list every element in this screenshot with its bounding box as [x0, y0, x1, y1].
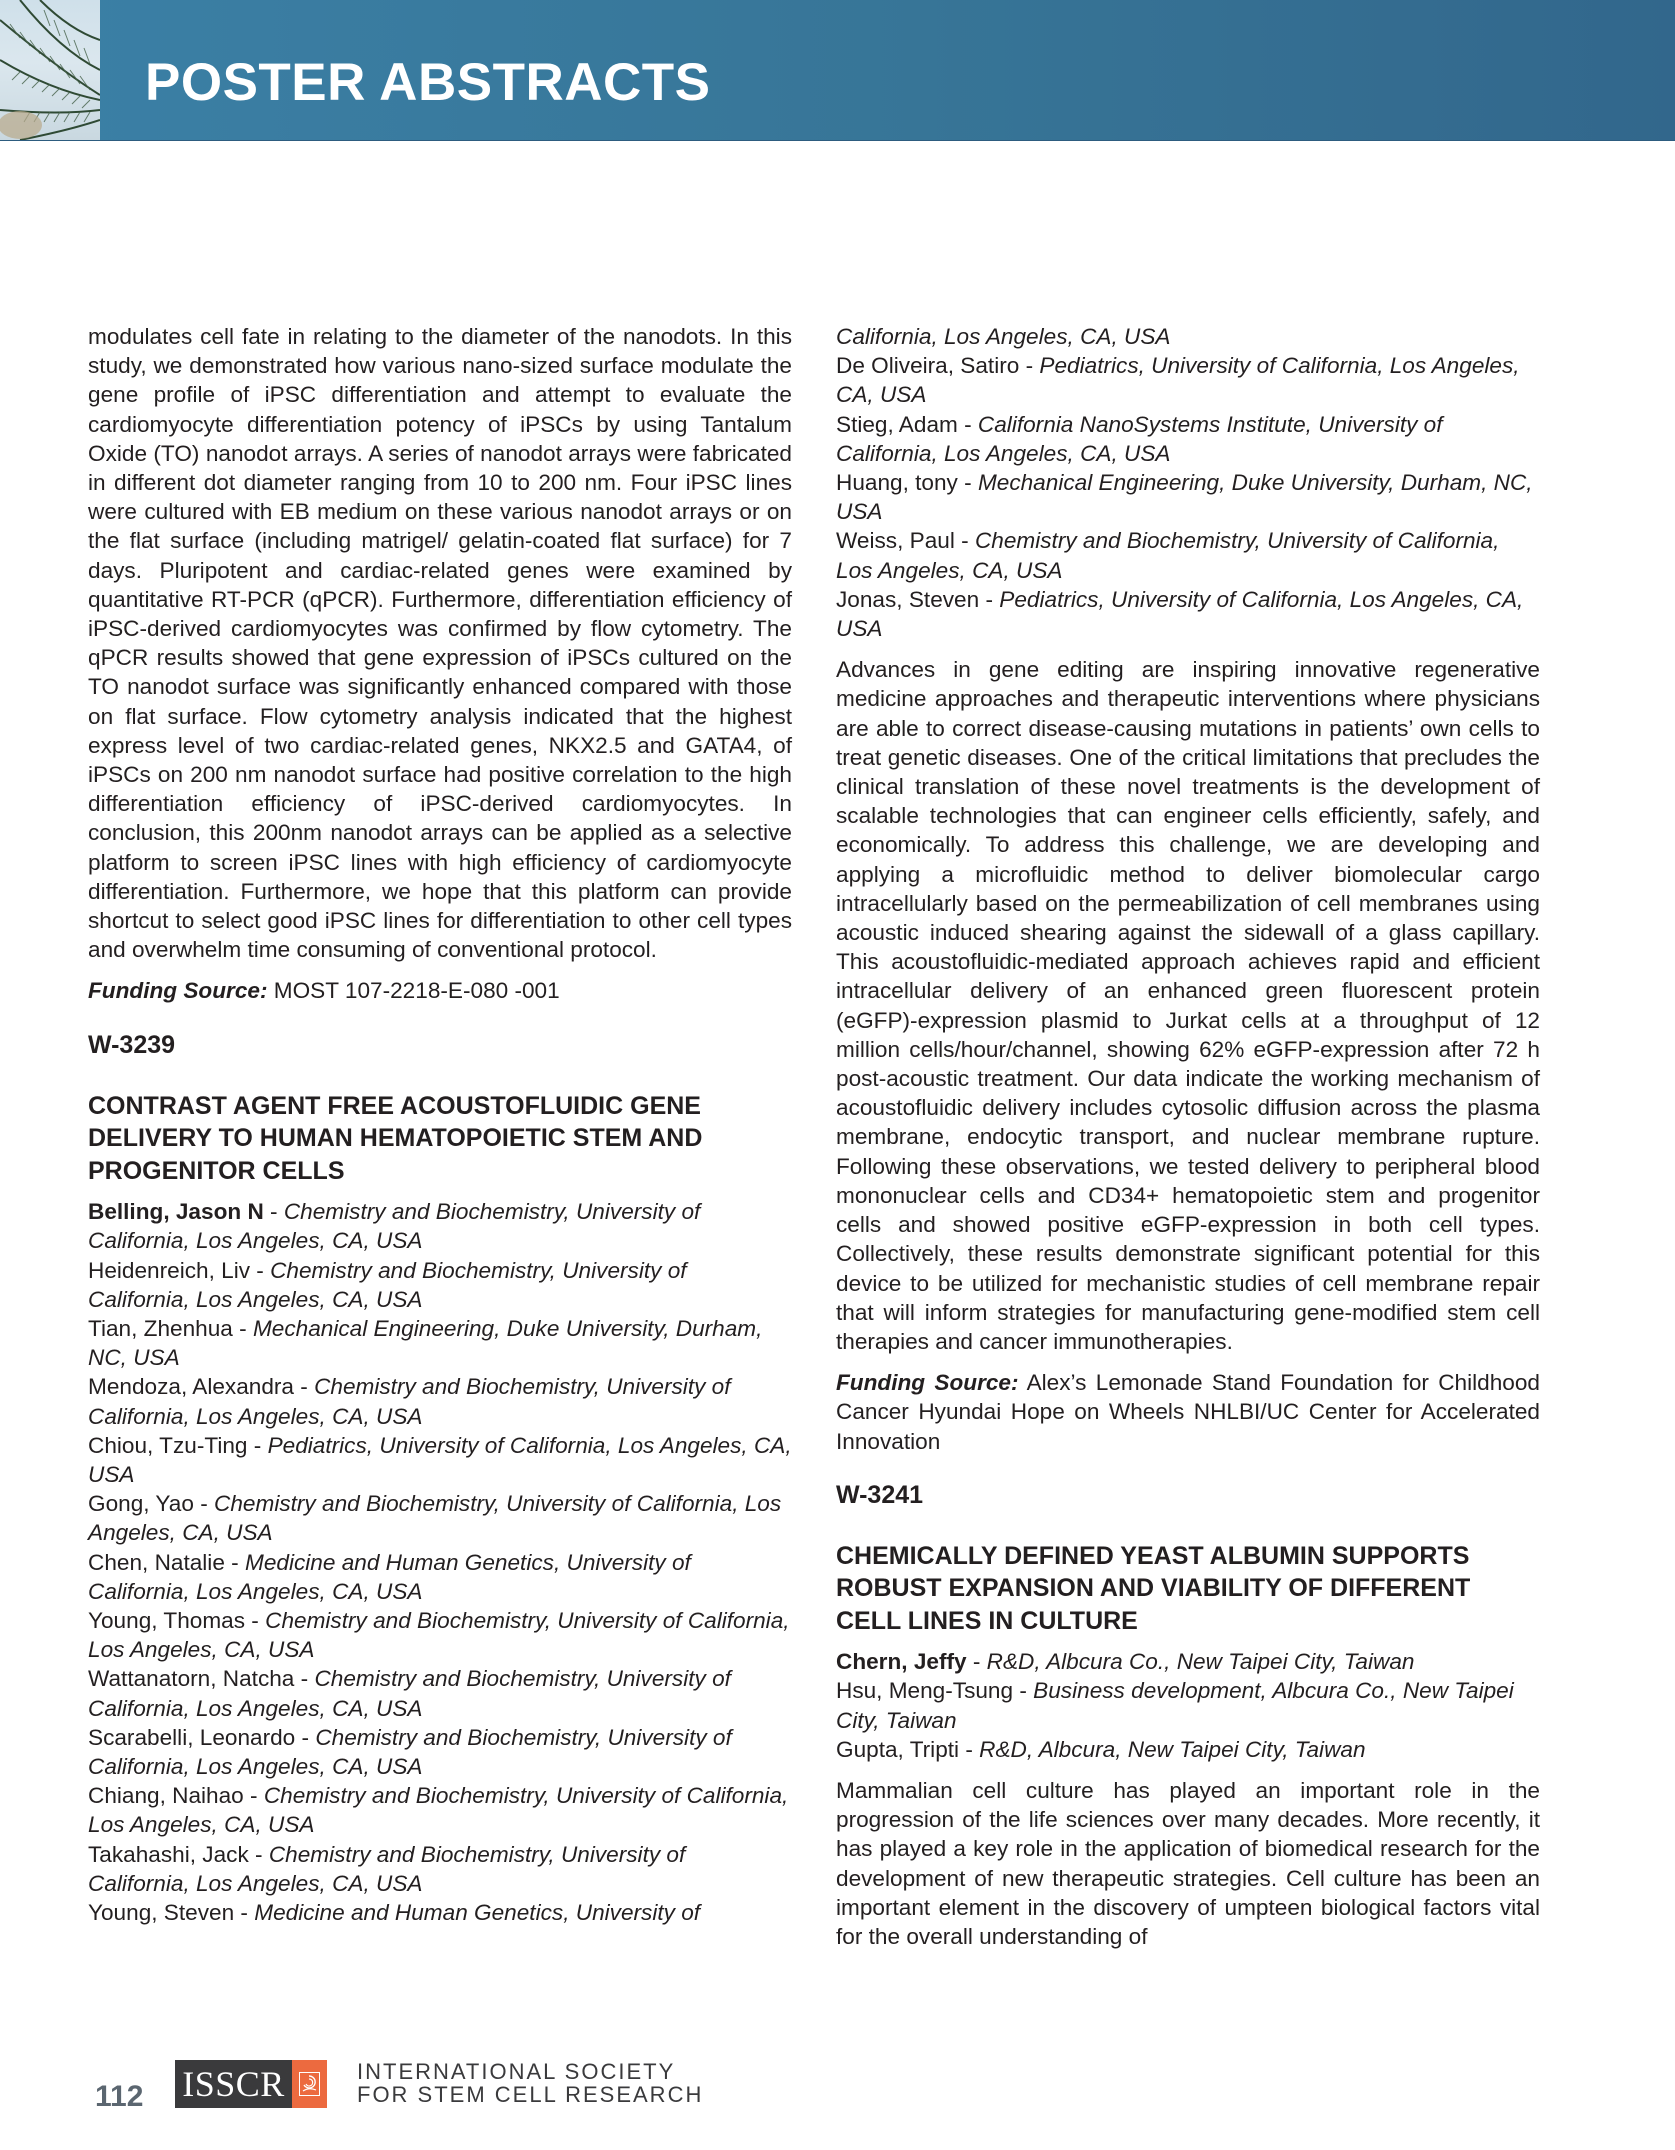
author-entry: Chiang, Naihao - Chemistry and Biochemistry, University of California, Los Angeles, CA, USA	[88, 1783, 789, 1838]
author-entry: Stieg, Adam - California NanoSystems Institute, University of California, Los Angeles, CA, USA	[836, 411, 1443, 466]
author-affiliation: California, Los Angeles, CA, USA	[836, 324, 1171, 349]
author-list	[836, 1647, 1540, 1764]
author-entry: Wattanatorn, Natcha - Chemistry and Biochemistry, University of California, Los Angeles, CA, USA	[88, 1666, 731, 1721]
author-name: Wattanatorn, Natcha	[88, 1666, 295, 1692]
author-affiliation: Chemistry and Biochemistry, University of California, Los Angeles, CA, USA	[88, 1374, 731, 1429]
author-entry: Gupta, Tripti - R&D, Albcura, New Taipei City, Taiwan	[836, 1736, 1366, 1762]
organization-name-line2: FOR STEM CELL RESEARCH	[357, 2082, 704, 2107]
author-name: Takahashi, Jack	[88, 1841, 249, 1867]
abstract-title: CONTRAST AGENT FREE ACOUSTOFLUIDIC GENE DELIVERY TO HUMAN HEMATOPOIETIC STEM AND PROGENITOR CELLS	[88, 1091, 703, 1185]
author-name: Gupta, Tripti	[836, 1736, 960, 1762]
author-list	[88, 1197, 792, 1927]
author-affiliation: Chemistry and Biochemistry, University of California, Los Angeles, CA, USA	[88, 1841, 686, 1896]
funding-source	[836, 1368, 1540, 1456]
abstract-title: CHEMICALLY DEFINED YEAST ALBUMIN SUPPORTS ROBUST EXPANSION AND VIABILITY OF DIFFERENT CELL LINES IN CULTURE	[836, 1541, 1471, 1635]
page-header	[0, 0, 1675, 141]
logo-emblem-icon	[292, 2060, 327, 2108]
author-name: Mendoza, Alexandra	[88, 1374, 294, 1400]
author-entry: Young, Thomas - Chemistry and Biochemistry, University of California, Los Angeles, CA, USA	[88, 1608, 790, 1663]
author-affiliation: Chemistry and Biochemistry, University of California, Los Angeles, CA, USA	[88, 1199, 701, 1254]
author-name: Chiang, Naihao	[88, 1783, 244, 1809]
author-affiliation: Pediatrics, University of California, Los Angeles, CA, USA	[88, 1432, 792, 1487]
author-entry: Heidenreich, Liv - Chemistry and Biochemistry, University of California, Los Angeles, CA, USA	[88, 1257, 687, 1312]
author-affiliation: Mechanical Engineering, Duke University, Durham, NC, USA	[836, 470, 1533, 525]
funding-text: Alex’s Lemonade Stand Foundation for Childhood Cancer Hyundai Hope on Wheels NHLBI/UC Center for Accelerated Innovation	[836, 1370, 1540, 1454]
palm-tree-image	[0, 0, 100, 140]
author-entry: Belling, Jason N - Chemistry and Biochemistry, University of California, Los Angeles, CA, USA	[88, 1199, 701, 1254]
author-entry: Gong, Yao - Chemistry and Biochemistry, University of California, Los Angeles, CA, USA	[88, 1491, 782, 1546]
funding-source	[88, 976, 792, 1005]
abstract-id: W-3239	[88, 1030, 176, 1059]
organization-name	[357, 2060, 703, 2106]
author-affiliation-continuation	[836, 322, 1540, 351]
page-footer	[0, 2060, 1675, 2130]
author-affiliation: Pediatrics, University of California, Los Angeles, CA, USA	[836, 353, 1520, 408]
author-entry: Mendoza, Alexandra - Chemistry and Biochemistry, University of California, Los Angeles, CA, USA	[88, 1374, 731, 1429]
author-affiliation: Business development, Albcura Co., New Taipei City, Taiwan	[836, 1678, 1514, 1733]
author-affiliation: Chemistry and Biochemistry, University of California, Los Angeles, CA, USA	[88, 1666, 731, 1721]
author-entry: Huang, tony - Mechanical Engineering, Duke University, Durham, NC, USA	[836, 470, 1533, 525]
author-list-continued	[836, 322, 1540, 643]
author-entry: Chiou, Tzu-Ting - Pediatrics, University of California, Los Angeles, CA, USA	[88, 1432, 792, 1487]
author-name: Stieg, Adam	[836, 411, 958, 437]
author-name: Young, Thomas	[88, 1608, 246, 1634]
author-name: De Oliveira, Satiro	[836, 353, 1020, 379]
author-name: Tian, Zhenhua	[88, 1315, 233, 1341]
author-name: Scarabelli, Leonardo	[88, 1724, 296, 1750]
author-affiliation: California NanoSystems Institute, University of California, Los Angeles, CA, USA	[836, 411, 1443, 466]
logo-wordmark: ISSCR	[175, 2060, 292, 2108]
funding-label: Funding Source:	[88, 978, 268, 1004]
right-column	[836, 322, 1540, 1951]
left-column	[88, 322, 792, 1927]
author-entry: Chen, Natalie - Medicine and Human Genetics, University of California, Los Angeles, CA, USA	[88, 1549, 691, 1604]
author-name: Belling, Jason N	[88, 1199, 264, 1225]
author-entry: Tian, Zhenhua - Mechanical Engineering, Duke University, Durham, NC, USA	[88, 1315, 763, 1371]
author-affiliation: Chemistry and Biochemistry, University of California, Los Angeles, CA, USA	[88, 1608, 790, 1663]
author-affiliation: R&D, Albcura Co., New Taipei City, Taiwan	[986, 1649, 1415, 1675]
author-name: Heidenreich, Liv	[88, 1257, 251, 1283]
author-entry: Takahashi, Jack - Chemistry and Biochemistry, University of California, Los Angeles, CA, USA	[88, 1841, 686, 1896]
author-name: Young, Steven	[88, 1900, 235, 1926]
page-title: POSTER ABSTRACTS	[145, 53, 711, 112]
abstract-body: Mammalian cell culture has played an important role in the progression of the life sciences over many decades. More recently, it has played a key role in the application of biomedical research for the development of new therapeutic strategies. Cell culture has been an important element in the discovery of umpteen biological factors vital for the overall understanding of	[836, 1778, 1540, 1950]
author-affiliation: Chemistry and Biochemistry, University of California, Los Angeles, CA, USA	[88, 1724, 732, 1780]
abstract-body-continued: modulates cell fate in relating to the diameter of the nanodots. In this study, we demonstrated how various nano-sized surface modulate the gene profile of iPSC differentiation and attempt to evaluate the cardiomyocyte differentiation potency of iPSCs by using Tantalum Oxide (TO) nanodot arrays. A series of nanodot arrays were fabricated in different dot diameter ranging from 10 to 200 nm. Four iPSC lines were cultured with EB medium on these various nanodot arrays or on the flat surface (including matrigel/ gelatin-coated flat surface) for 7 days. Pluripotent and cardiac-related genes were examined by quantitative RT-PCR (qPCR). Furthermore, differentiation efficiency of iPSC-derived cardiomyocytes was confirmed by flow cytometry. The qPCR results showed that gene expression of iPSCs cultured on the TO nanodot surface was significantly enhanced compared with those on flat surface. Flow cytometry analysis indicated that the highest express level of two cardiac-related genes, NKX2.5 and GATA4, of iPSCs on 200 nm nanodot surface had positive correlation to the high differentiation efficiency of iPSC-derived cardiomyocytes. In conclusion, this 200nm nanodot arrays can be applied as a selective platform to screen iPSC lines with high efficiency of cardiomyocyte differentiation. Furthermore, we hope that this platform can provide shortcut to select good iPSC lines for differentiation to other cell types and overwhelm time consuming of conventional protocol.	[88, 324, 792, 963]
author-name: Chen, Natalie	[88, 1549, 225, 1575]
author-affiliation: Medicine and Human Genetics, University of	[254, 1900, 701, 1926]
isscr-logo	[175, 2060, 327, 2108]
funding-text: MOST 107-2218-E-080 -001	[267, 978, 560, 1004]
author-entry: Scarabelli, Leonardo - Chemistry and Biochemistry, University of California, Los Angeles, CA, USA	[88, 1724, 732, 1780]
author-name: Chiou, Tzu-Ting	[88, 1432, 248, 1458]
funding-label: Funding Source:	[836, 1370, 1019, 1396]
author-affiliation: Mechanical Engineering, Duke University, Durham, NC, USA	[88, 1315, 763, 1371]
author-affiliation: R&D, Albcura, New Taipei City, Taiwan	[979, 1736, 1366, 1762]
author-entry: De Oliveira, Satiro - Pediatrics, University of California, Los Angeles, CA, USA	[836, 353, 1520, 408]
author-name: Jonas, Steven	[836, 586, 980, 612]
author-entry: Hsu, Meng-Tsung - Business development, Albcura Co., New Taipei City, Taiwan	[836, 1678, 1514, 1733]
author-affiliation: Chemistry and Biochemistry, University of California, Los Angeles, CA, USA	[836, 528, 1500, 583]
author-name: Chern, Jeffy	[836, 1649, 967, 1675]
page-number: 112	[95, 2080, 144, 2113]
author-affiliation: Pediatrics, University of California, Los Angeles, CA, USA	[836, 586, 1524, 642]
author-entry: Chern, Jeffy - R&D, Albcura Co., New Taipei City, Taiwan	[836, 1649, 1415, 1675]
author-name: Weiss, Paul	[836, 528, 955, 554]
author-affiliation: Chemistry and Biochemistry, University of California, Los Angeles, CA, USA	[88, 1783, 789, 1838]
author-affiliation: Chemistry and Biochemistry, University of California, Los Angeles, CA, USA	[88, 1257, 687, 1312]
author-name: Huang, tony	[836, 470, 958, 496]
organization-name-line1: INTERNATIONAL SOCIETY	[357, 2059, 676, 2084]
author-name: Hsu, Meng-Tsung	[836, 1678, 1014, 1704]
author-affiliation: Chemistry and Biochemistry, University of California, Los Angeles, CA, USA	[88, 1491, 782, 1546]
author-entry: Weiss, Paul - Chemistry and Biochemistry, University of California, Los Angeles, CA, USA	[836, 528, 1500, 583]
author-affiliation: Medicine and Human Genetics, University of California, Los Angeles, CA, USA	[88, 1549, 691, 1604]
author-entry: Young, Steven - Medicine and Human Genetics, University of	[88, 1900, 701, 1926]
author-name: Gong, Yao	[88, 1491, 194, 1517]
abstract-id: W-3241	[836, 1480, 924, 1509]
author-entry: Jonas, Steven - Pediatrics, University of California, Los Angeles, CA, USA	[836, 586, 1524, 642]
abstract-body: Advances in gene editing are inspiring innovative regenerative medicine approaches and therapeutic interventions where physicians are able to correct disease-causing mutations in patients’ own cells to treat genetic diseases. One of the critical limitations that precludes the clinical translation of these novel treatments is the development of scalable technologies that can engineer cells efficiently, safely, and economically. To address this challenge, we are developing and applying a microfluidic method to deliver biomolecular cargo intracellularly based on the permeabilization of cell membranes using acoustic induced shearing against the sidewall of a glass capillary. This acoustofluidic-mediated approach achieves rapid and efficient intracellular delivery of an enhanced green fluorescent protein (eGFP)-expression plasmid to Jurkat cells at a throughput of 12 million cells/hour/channel, showing 62% eGFP-expression after 72 h post-acoustic treatment. Our data indicate the working mechanism of acoustofluidic delivery includes cytosolic diffusion across the plasma membrane, endocytic transport, and nuclear membrane rupture. Following these observations, we tested delivery to peripheral blood mononuclear cells and CD34+ hematopoietic stem and progenitor cells and showed positive eGFP-expression in both cell types. Collectively, these results demonstrate significant potential for this device to be utilized for mechanistic studies of cell membrane repair that will inform strategies for manufacturing gene-modified stem cell therapies and cancer immunotherapies.	[836, 657, 1540, 1354]
